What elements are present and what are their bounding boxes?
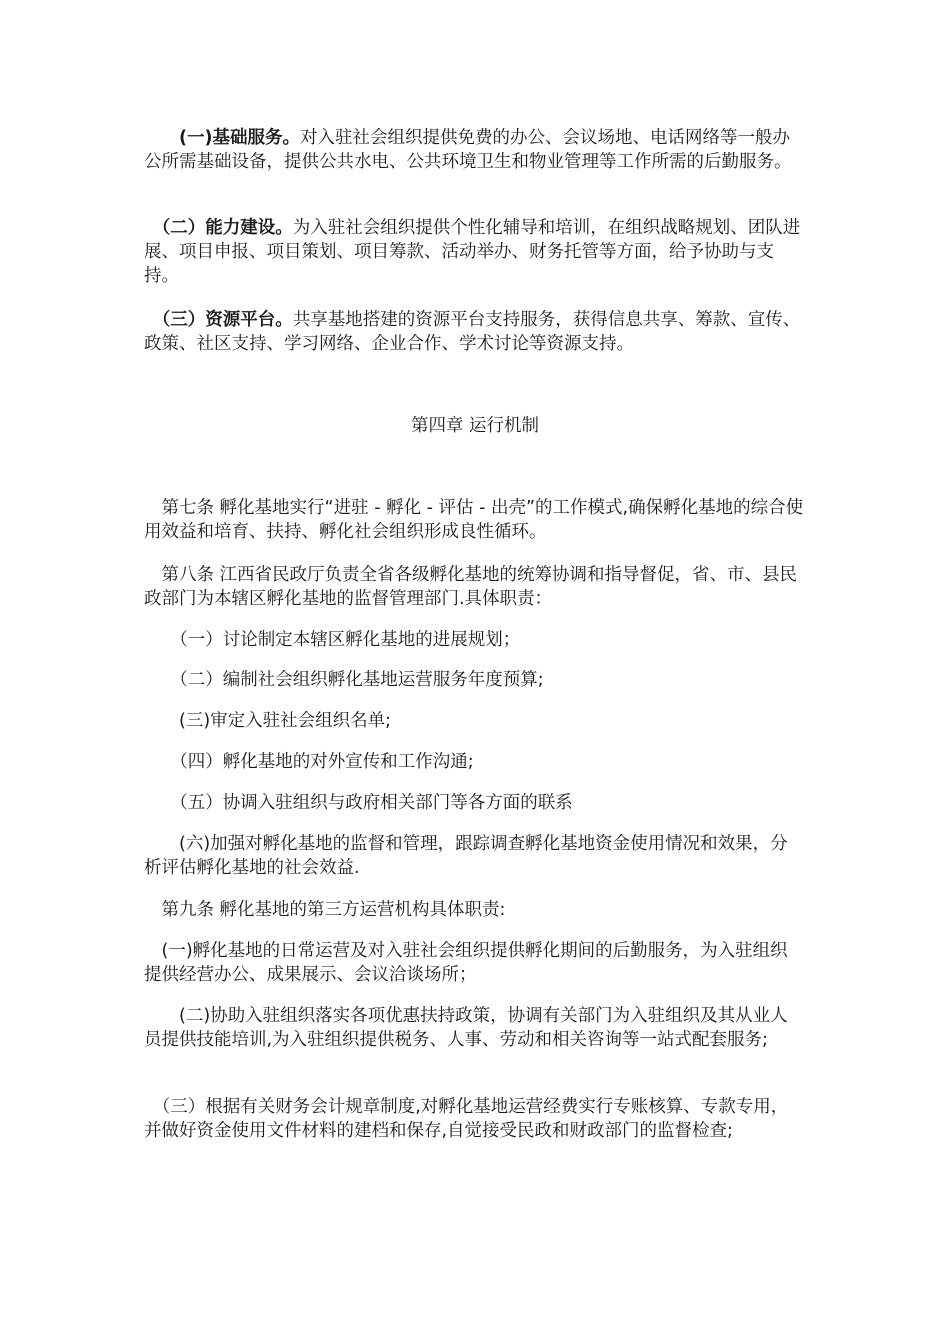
article-8-item-2: （二）编制社会组织孵化基地运营服务年度预算; bbox=[144, 670, 544, 690]
service-basic-paragraph bbox=[144, 126, 804, 174]
article-9: 第九条 孵化基地的第三方运营机构具体职责: bbox=[144, 900, 506, 920]
article-8: 第八条 江西省民政厅负责全省各级孵化基地的统筹协调和指导督促，省、市、县民政部门为本辖区孵化基地的监督管理部门.具体职责： bbox=[144, 565, 798, 609]
service-basic-heading: (一)基础服务。 bbox=[179, 128, 300, 148]
service-capacity-heading: （二）能力建设。 bbox=[161, 218, 293, 238]
article-8-item-5: （五）协调入驻组织与政府相关部门等各方面的联系 bbox=[144, 793, 573, 813]
service-resource-heading: （三）资源平台。 bbox=[161, 310, 293, 330]
indent bbox=[144, 128, 179, 148]
service-capacity-text: 为入驻社会组织提供个性化辅导和培训，在组织战略规划、团队进展、项目申报、项目策划、项目筹款、活动举办、财务托管等方面，给予协助与支持。 bbox=[144, 218, 801, 286]
article-7: 第七条 孵化基地实行“进驻 - 孵化 - 评估 - 出壳”的工作模式,确保孵化基地的综合使用效益和培育、扶持、孵化社会组织形成良性循环。 bbox=[144, 498, 804, 542]
article-9-item-3: （三）根据有关财务会计规章制度,对孵化基地运营经费实行专账核算、专款专用，并做好资金使用文件材料的建档和保存,自觉接受民政和财政部门的监督检查; bbox=[144, 1097, 789, 1141]
article-9-item-2: (二)协助入驻组织落实各项优惠扶持政策，协调有关部门为入驻组织及其从业人员提供技能培训,为入驻组织提供税务、人事、劳动和相关咨询等一站式配套服务; bbox=[144, 1006, 788, 1050]
article-9-item-1: (一)孵化基地的日常运营及对入驻社会组织提供孵化期间的后勤服务，为入驻组织提供经营办公、成果展示、会议洽谈场所； bbox=[144, 941, 788, 985]
article-8-item-4: （四）孵化基地的对外宣传和工作沟通; bbox=[144, 752, 474, 772]
article-8-item-1: （一）讨论制定本辖区孵化基地的进展规划； bbox=[144, 630, 521, 650]
indent bbox=[144, 218, 162, 238]
service-resource-paragraph bbox=[144, 308, 804, 356]
service-capacity-paragraph bbox=[144, 216, 804, 288]
article-8-item-6: (六)加强对孵化基地的监督和管理，跟踪调查孵化基地资金使用情况和效果，分析评估孵化基地的社会效益. bbox=[144, 834, 788, 878]
article-8-item-3: (三)审定入驻社会组织名单; bbox=[144, 711, 392, 731]
indent bbox=[144, 310, 162, 330]
service-resource-text: 共享基地搭建的资源平台支持服务，获得信息共享、筹款、宣传、政策、社区支持、学习网络、企业合作、学术讨论等资源支持。 bbox=[144, 310, 801, 354]
service-basic-text: 对入驻社会组织提供免费的办公、会议场地、电话网络等一般办公所需基础设备，提供公共水电、公共环境卫生和物业管理等工作所需的后勤服务。 bbox=[144, 128, 792, 172]
chapter-heading: 第四章 运行机制 bbox=[410, 416, 540, 436]
